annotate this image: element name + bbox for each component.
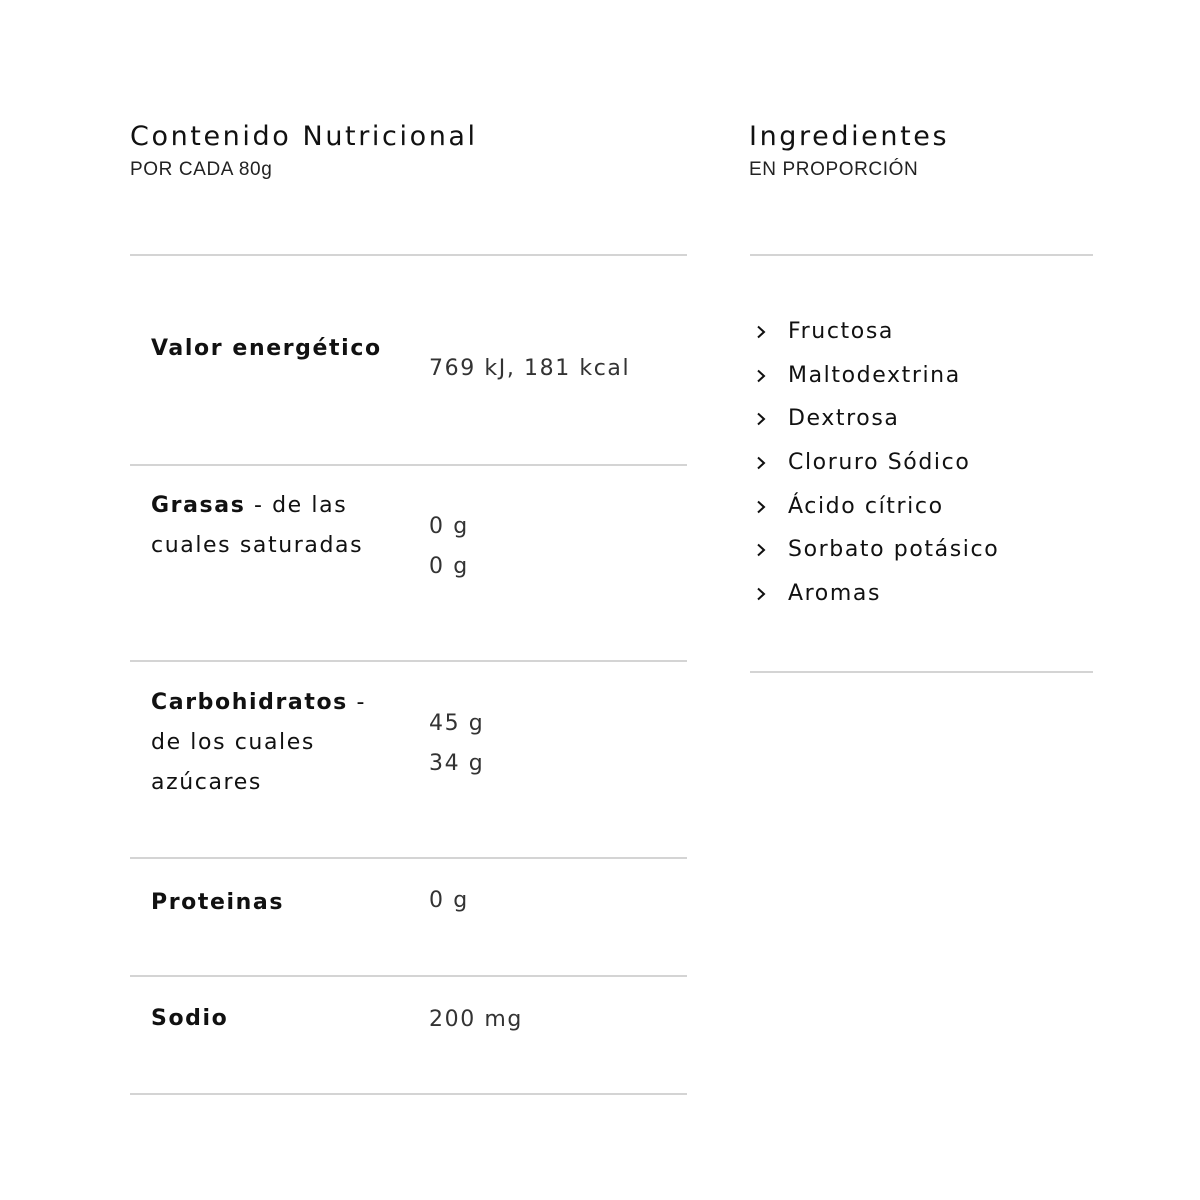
nutrient-name: Valor energético — [151, 336, 382, 361]
nutrient-label — [151, 883, 401, 923]
ingredients-list — [749, 310, 1093, 616]
chevron-right-icon — [755, 412, 767, 426]
ingredient-item — [749, 441, 1093, 485]
nutrition-row-sodium — [130, 977, 687, 1095]
nutrition-row-energy — [130, 256, 687, 466]
nutrient-label — [151, 329, 401, 369]
ingredient-item — [749, 397, 1093, 441]
nutrient-label — [151, 999, 401, 1039]
ingredient-name: Fructosa — [788, 319, 894, 344]
nutrition-row-carbs — [130, 662, 687, 859]
ingredient-name: Maltodextrina — [788, 362, 961, 388]
nutrient-value-group — [429, 881, 679, 921]
chevron-right-icon — [755, 325, 767, 339]
ingredients-title: Ingredientes — [749, 121, 950, 152]
ingredient-item — [749, 528, 1093, 572]
nutrition-row-fats — [130, 466, 687, 662]
nutrient-name: Carbohidratos — [151, 690, 348, 715]
ingredients-section — [749, 120, 1093, 607]
chevron-right-icon — [755, 369, 767, 383]
nutrient-value: 200 mg — [429, 1007, 523, 1032]
nutrient-value: 0 g — [429, 514, 469, 539]
nutrient-detail: - de los cuales azúcares — [151, 690, 367, 795]
nutrient-name: Sodio — [151, 1006, 229, 1031]
nutrient-value-group — [429, 704, 679, 784]
ingredients-header-divider — [750, 254, 1093, 256]
ingredient-name: Ácido cítrico — [788, 493, 944, 519]
chevron-right-icon — [755, 587, 767, 601]
nutrition-row-protein — [130, 859, 687, 977]
nutrient-value: 0 g — [429, 554, 469, 579]
nutrient-label — [151, 486, 401, 566]
nutrition-section — [130, 120, 687, 1032]
nutrient-detail: - de las cuales saturadas — [151, 493, 364, 558]
ingredient-item — [749, 572, 1093, 616]
ingredient-name: Cloruro Sódico — [788, 450, 971, 476]
nutrient-name: Proteinas — [151, 890, 285, 915]
ingredient-name: Sorbato potásico — [788, 537, 1000, 563]
nutrition-subtitle: POR CADA 80g — [130, 159, 273, 180]
nutrient-value: 769 kJ, 181 kcal — [429, 356, 631, 381]
ingredient-name: Aromas — [788, 581, 882, 607]
ingredient-item — [749, 354, 1093, 398]
ingredient-item — [749, 485, 1093, 529]
nutrient-value: 0 g — [429, 888, 469, 913]
nutrient-value-group — [429, 507, 679, 587]
ingredient-item — [749, 310, 1093, 354]
ingredients-footer-divider — [750, 671, 1093, 673]
nutrient-value-group — [429, 349, 679, 389]
nutrition-title: Contenido Nutricional — [130, 121, 478, 152]
chevron-right-icon — [755, 500, 767, 514]
ingredients-subtitle: EN PROPORCIÓN — [749, 159, 919, 180]
nutrient-name: Grasas — [151, 493, 246, 518]
nutrient-value-group — [429, 1000, 679, 1040]
chevron-right-icon — [755, 543, 767, 557]
chevron-right-icon — [755, 456, 767, 470]
nutrient-value: 45 g — [429, 711, 485, 736]
ingredient-name: Dextrosa — [788, 406, 900, 432]
nutrient-label — [151, 683, 401, 803]
nutrient-value: 34 g — [429, 751, 485, 776]
